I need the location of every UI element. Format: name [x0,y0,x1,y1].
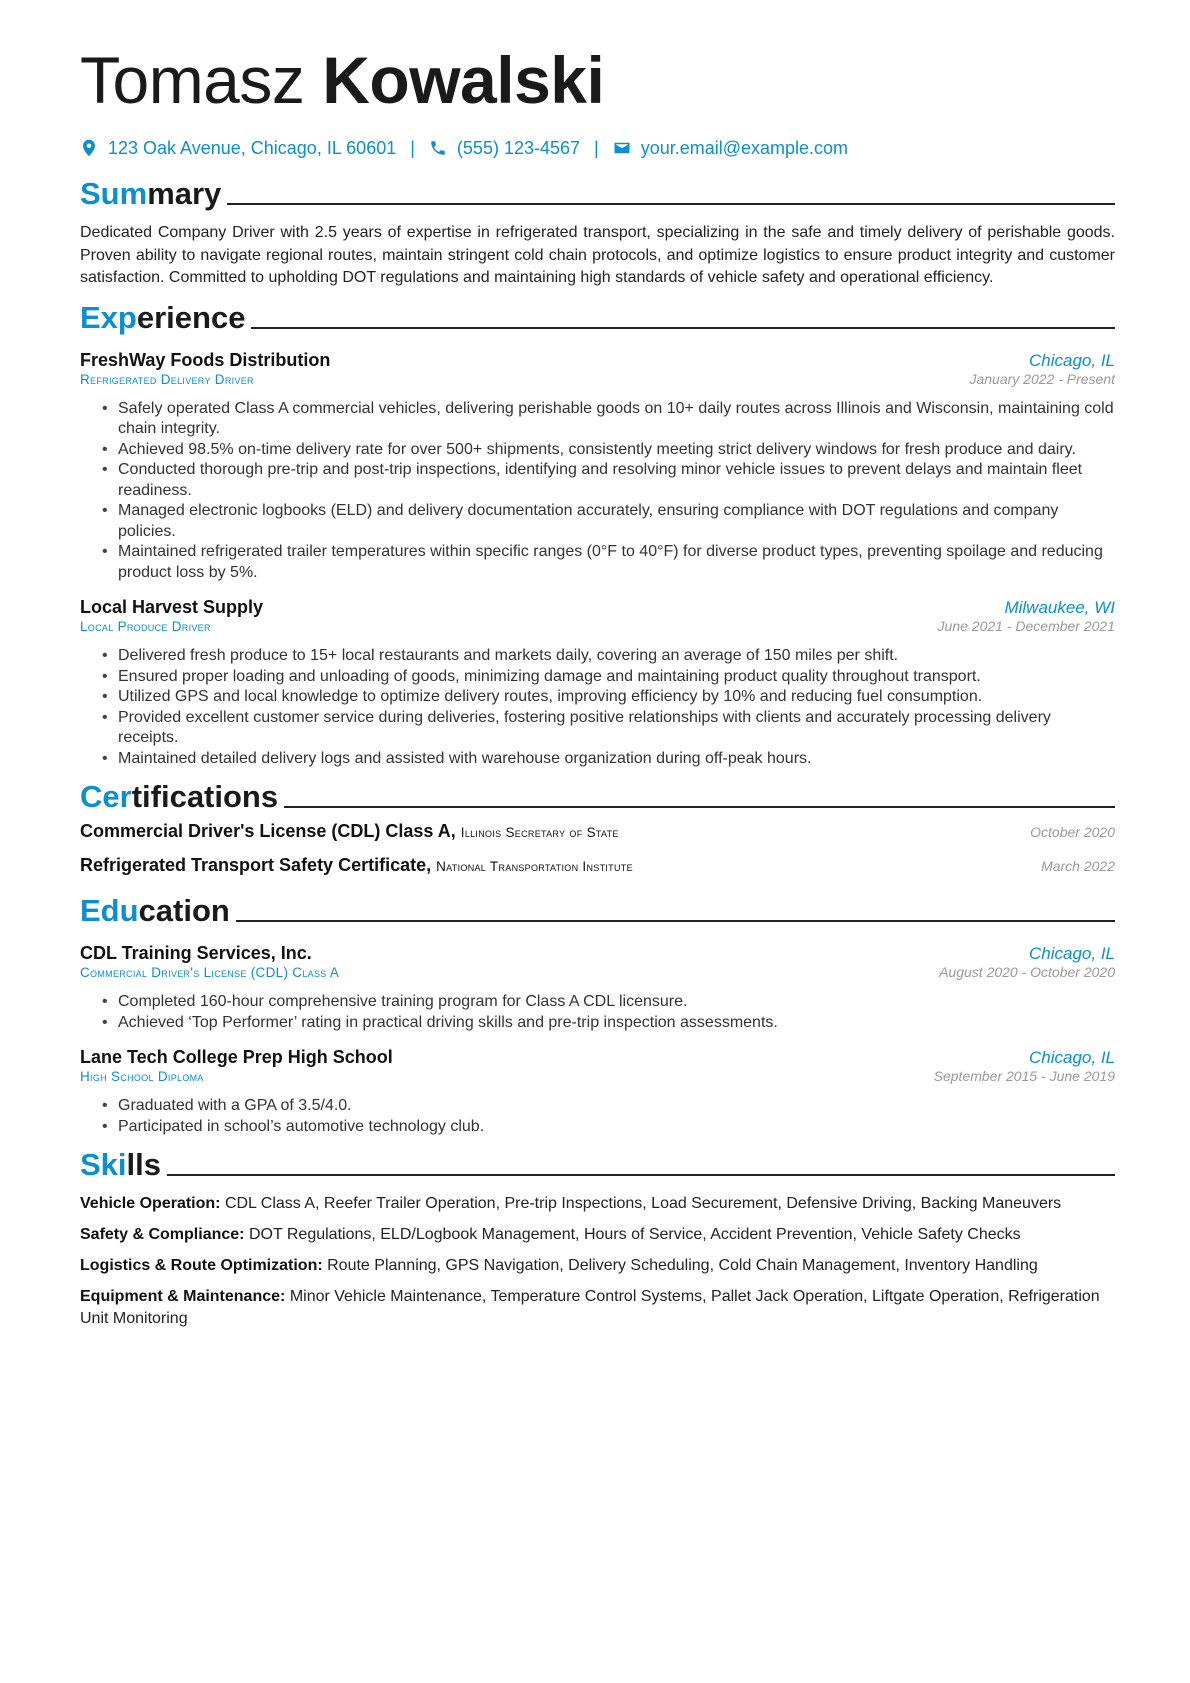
skill-category: Equipment & Maintenance: [80,1288,286,1305]
list-item: • Conducted thorough pre-trip and post-trip inspections, identifying and resolving minor vehicle issues to prevent delays and maintain fleet readiness. [102,460,1115,501]
certification-issuer: Illinois Secretary of State [460,825,619,840]
list-item: • Ensured proper loading and unloading of goods, minimizing damage and maintaining product quality throughout transport. [102,667,1115,688]
certification-name: Refrigerated Transport Safety Certificate [80,855,427,875]
section-divider [167,1174,1115,1176]
job-title: Refrigerated Delivery Driver [80,371,254,387]
address-item [80,138,396,159]
phone-text: (555) 123-4567 [456,137,581,158]
section-divider [284,806,1115,808]
contact-info [80,134,1115,162]
certification-date: October 2020 [1030,824,1115,840]
phone-item [429,138,580,159]
job-dates: June 2021 - December 2021 [937,618,1115,634]
first-name: Tomasz [80,43,305,117]
job-dates: January 2022 - Present [969,370,1115,387]
summary-heading [80,176,1115,212]
list-item: • Maintained detailed delivery logs and assisted with warehouse organization during off-peak hours. [102,749,1115,770]
certification-list [80,821,1115,889]
certification-item: Refrigerated Transport Safety Certificate, National Transportation Institute March 2022 [80,855,1115,875]
skill-category: Safety & Compliance: [80,1226,245,1243]
list-item: • Maintained refrigerated trailer temperatures within specific ranges (0°F to 40°F) for diverse product types, preventing spoilage and reducing product loss by 5%. [102,542,1115,583]
job-title: Local Produce Driver [80,619,211,634]
education-bullets [80,992,1115,1033]
education-entry [80,1047,1115,1137]
email-item[interactable] [613,138,848,159]
job-location: Milwaukee, WI [1004,598,1115,617]
education-dates: August 2020 - October 2020 [939,964,1115,980]
skill-category: Vehicle Operation: [80,1195,221,1212]
last-name: Kowalski [322,43,605,117]
envelope-icon [613,139,631,157]
list-item: • Utilized GPS and local knowledge to optimize delivery routes, improving efficiency by 10% and reducing fuel consumption. [102,687,1115,708]
certification-date: March 2022 [1041,858,1115,874]
experience-entry [80,350,1115,584]
section-divider [227,203,1115,205]
list-item: • Managed electronic logbooks (ELD) and delivery documentation accurately, ensuring compliance with DOT regulations and company policies. [102,501,1115,542]
section-divider [236,920,1115,922]
skill-row [80,1255,1115,1277]
list-item: • Provided excellent customer service during deliveries, fostering positive relationships with clients and accurately processing delivery receipts. [102,708,1115,749]
section-title: Experience [80,299,246,335]
skill-values: CDL Class A, Reefer Trailer Operation, Pre-trip Inspections, Load Securement, Defensive Driving, Backing Maneuvers [224,1195,1062,1212]
certification-name: Commercial Driver's License (CDL) Class A [80,821,451,841]
list-item: • Delivered fresh produce to 15+ local restaurants and markets daily, covering an average of 150 miles per shift. [102,646,1115,667]
email-link[interactable]: your.email@example.com [640,137,849,158]
section-divider [251,327,1115,329]
school-name: CDL Training Services, Inc. [80,943,312,963]
certifications-heading [80,779,1115,815]
employer-name: Local Harvest Supply [80,597,264,617]
experience-entry [80,597,1115,769]
address-text: 123 Oak Avenue, Chicago, IL 60601 [108,137,397,158]
skill-row [80,1193,1115,1215]
skill-category: Logistics & Route Optimization: [80,1257,323,1274]
summary-text: Dedicated Company Driver with 2.5 years of expertise in refrigerated transport, specializing in the safe and timely delivery of perishable goods. Proven ability to navigate regional routes, maintain stringent cold chain protocols, and optimize logistics to ensure product integrity and customer satisfaction. Committed to upholding DOT regulations and maintaining high standards of vehicle safety and operational efficiency. [80,224,1115,286]
skill-values: Minor Vehicle Maintenance, Temperature Control Systems, Pallet Jack Operation, Liftgate Operation, Refrigeration Unit Monitoring [80,1288,1100,1327]
degree-title: Commercial Driver's License (CDL) Class A [80,965,340,980]
school-location: Chicago, IL [1029,1048,1115,1067]
school-name: Lane Tech College Prep High School [80,1047,393,1067]
skills-heading [80,1147,1115,1183]
degree-title: High School Diploma [80,1069,204,1084]
phone-icon [429,139,447,157]
section-title: Skills [80,1147,161,1182]
experience-heading [80,300,1115,336]
resume-page [80,40,1115,1339]
list-item: • Achieved ‘Top Performer’ rating in practical driving skills and pre-trip inspection assessments. [102,1013,1115,1034]
certification-item: Commercial Driver's License (CDL) Class A, Illinois Secretary of State October 2020 [80,821,1115,841]
list-item: • Safely operated Class A commercial vehicles, delivering perishable goods on 10+ daily routes across Illinois and Wisconsin, maintaining cold chain integrity. [102,399,1115,440]
contact-separator: | [410,137,415,158]
school-location: Chicago, IL [1029,944,1115,963]
candidate-name [80,40,1115,120]
certification-issuer: National Transportation Institute [436,859,633,874]
section-title: Certifications [80,779,279,814]
education-dates: September 2015 - June 2019 [933,1068,1115,1084]
education-entry [80,943,1115,1033]
job-bullets [80,399,1115,584]
map-pin-icon [80,139,98,157]
list-item: • Participated in school’s automotive technology club. [102,1117,1115,1138]
job-location: Chicago, IL [1029,350,1115,370]
education-heading [80,893,1115,929]
job-bullets [80,646,1115,769]
contact-separator: | [594,137,599,158]
skill-values: DOT Regulations, ELD/Logbook Management, Hours of Service, Accident Prevention, Vehicle Safety Checks [248,1226,1021,1243]
skill-row [80,1286,1115,1330]
skill-row [80,1224,1115,1246]
section-title: Education [80,893,230,928]
skills-list [80,1193,1115,1330]
section-title: Summary [80,176,222,211]
list-item: • Completed 160-hour comprehensive training program for Class A CDL licensure. [102,992,1115,1013]
skill-values: Route Planning, GPS Navigation, Delivery Scheduling, Cold Chain Management, Inventory Handling [327,1257,1038,1274]
list-item: • Achieved 98.5% on-time delivery rate for over 500+ shipments, consistently meeting strict delivery windows for fresh produce and dairy. [102,440,1115,461]
list-item: • Graduated with a GPA of 3.5/4.0. [102,1096,1115,1117]
education-bullets [80,1096,1115,1137]
employer-name: FreshWay Foods Distribution [80,349,331,370]
